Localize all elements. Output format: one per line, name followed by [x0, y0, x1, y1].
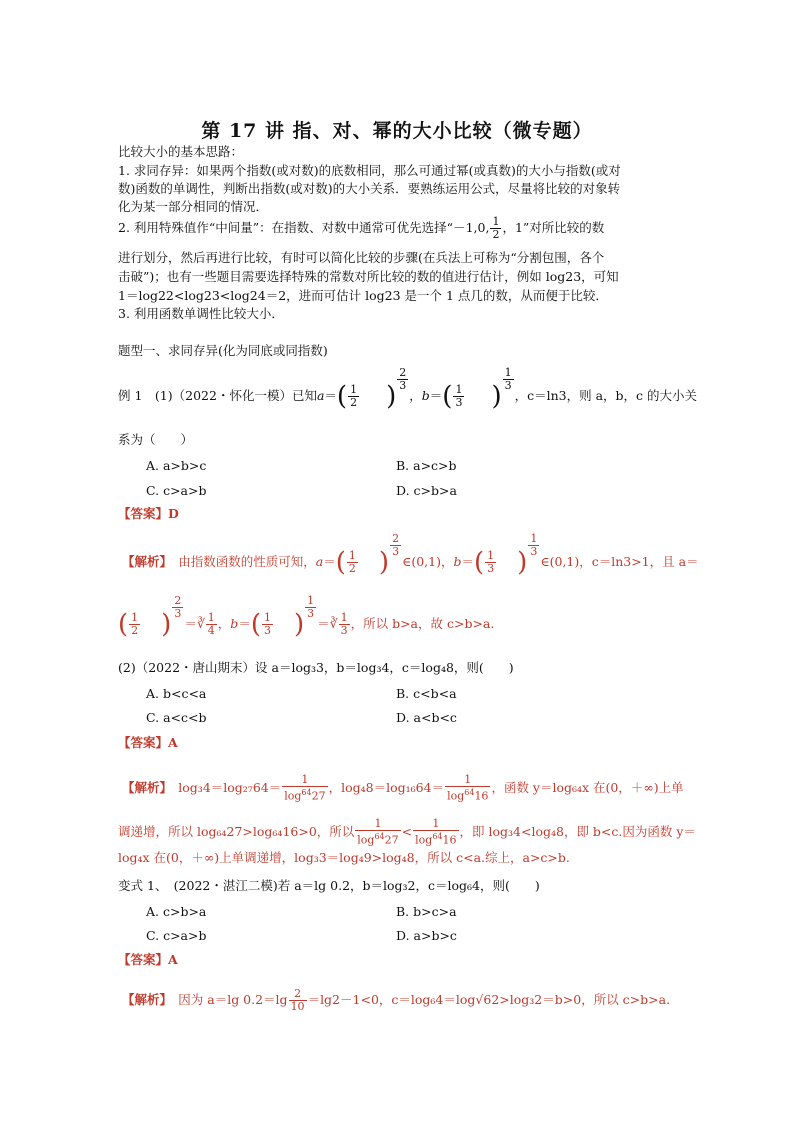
section-heading: 题型一、求同存异(化为同底或同指数) [118, 343, 328, 358]
intro-p2-line3: 击破”)；也有一些题目需要选择特殊的常数对所比较的数的值进行估计，例如 log23，可知 [118, 269, 619, 284]
example1-option-a: A. a>b>c [146, 458, 207, 473]
variant1-answer: 【答案】A [118, 952, 178, 967]
intro-p3: 3. 利用函数单调性比较大小． [118, 306, 284, 321]
variant1-option-c: C. c>a>b [146, 928, 207, 943]
intro-p1-line3: 化为某一部分相同的情况． [118, 199, 269, 214]
example2-solution-line1: 【解析】 log₃4＝log₂₇64＝ $\frac{1}{\log^{64}27}$ ，log₄8＝log₁₆64＝ $\frac{1}{\log^{64}16}$ ，函数 y＝log₆₄x 在(0，＋∞)上单 [122, 773, 684, 803]
example1-option-c: C. c>a>b [146, 483, 207, 498]
variant1-option-b: B. b>c>a [396, 904, 457, 919]
example2-answer: 【答案】A [118, 735, 178, 750]
example2-solution-line3: log₄x 在(0，＋∞)上单调递增，log₃3＝log₄9>log₄8，所以 c<a.综上，a>c>b. [118, 850, 570, 865]
example1-stem: 例 1 (1)（2022・怀化一模）已知a＝( $\frac{1}{2}$ ) $^{\frac{2}{3}}$ ，b＝( $\frac{1}{3}$ ) $^{\frac{1}{3}}$ ，c＝ln3，则 a，b，c 的大小关 [118, 366, 697, 412]
variant1-stem: 变式 1、 (2022・湛江二模)若 a＝lg 0.2，b＝log₃2，c＝log₆4，则( ) [118, 878, 540, 893]
intro-heading: 比较大小的基本思路： [118, 144, 244, 159]
variant1-solution: 【解析】 因为 a＝lg 0.2＝lg $\frac{2}{10}$ ＝lg2－1<0，c＝log₆4＝log√62>log₃2＝b>0，所以 c>b>a. [122, 987, 671, 1013]
example1-option-b: B. a>c>b [396, 458, 457, 473]
example1-answer: 【答案】D [118, 506, 179, 521]
intro-p1-line1: 1. 求同存异：如果两个指数(或对数)的底数相同，那么可通过幂(或真数)的大小与指数(或对 [118, 163, 621, 178]
page-title: 第 17 讲 指、对、幂的大小比较（微专题） [201, 120, 593, 142]
example2-stem: (2)（2022・唐山期末）设 a＝log₃3，b＝log₃4，c＝log₄8，则( ) [118, 660, 514, 675]
example1-solution-line1: 【解析】 由指数函数的性质可知，a＝( $\frac{1}{2}$ ) $^{\frac{2}{3}}$ ∈(0,1)，b＝( $\frac{1}{3}$ ) $^{\frac{1}{3}}$ ∈(0,1)，c＝ln3>1，且 a＝ [122, 532, 699, 578]
variant1-option-d: D. a>b>c [396, 928, 457, 943]
variant1-option-a: A. c>b>a [146, 904, 207, 919]
example2-solution-line2: 调递增，所以 log₆₄27>log₆₄16>0，所以 $\frac{1}{\log^{64}27}$ < $\frac{1}{\log^{64}16}$ ，即 log₃4<log₄8，即 b<c.因为函数 y＝ [118, 817, 696, 847]
intro-p1-line2: 数)函数的单调性，判断出指数(或对数)的大小关系．要熟练运用公式，尽量将比较的对象转 [118, 181, 621, 196]
example1-solution-line2: ( $\frac{1}{2}$ ) $^{\frac{2}{3}}$ ＝∛ $\frac{1}{4}$ ，b＝( $\frac{1}{3}$ ) $^{\frac{1}{3}}$ ＝∛ $\frac{1}{3}$ ，所以 b>a，故 c>b>a. [118, 594, 495, 640]
intro-p2-line4: 1＝log22<log23<log24＝2，进而可估计 log23 是一个 1 点几的数，从而便于比较． [118, 288, 608, 303]
example2-option-a: A. b<c<a [146, 686, 207, 701]
intro-p2-line2: 进行划分，然后再进行比较，有时可以简化比较的步骤(在兵法上可称为“分割包围，各个 [118, 250, 605, 265]
example2-option-d: D. a<b<c [396, 710, 457, 725]
intro-p2-line1: 2. 利用特殊值作“中间量”：在指数、对数中通常可优先选择“－1,0, $\frac{1}{2}$ ，1”对所比较的数 [118, 215, 605, 241]
example1-stem-cont: 系为（ ） [118, 432, 194, 447]
example2-option-b: B. c<b<a [396, 686, 457, 701]
example1-option-d: D. c>b>a [396, 483, 457, 498]
example2-option-c: C. a<c<b [146, 710, 207, 725]
